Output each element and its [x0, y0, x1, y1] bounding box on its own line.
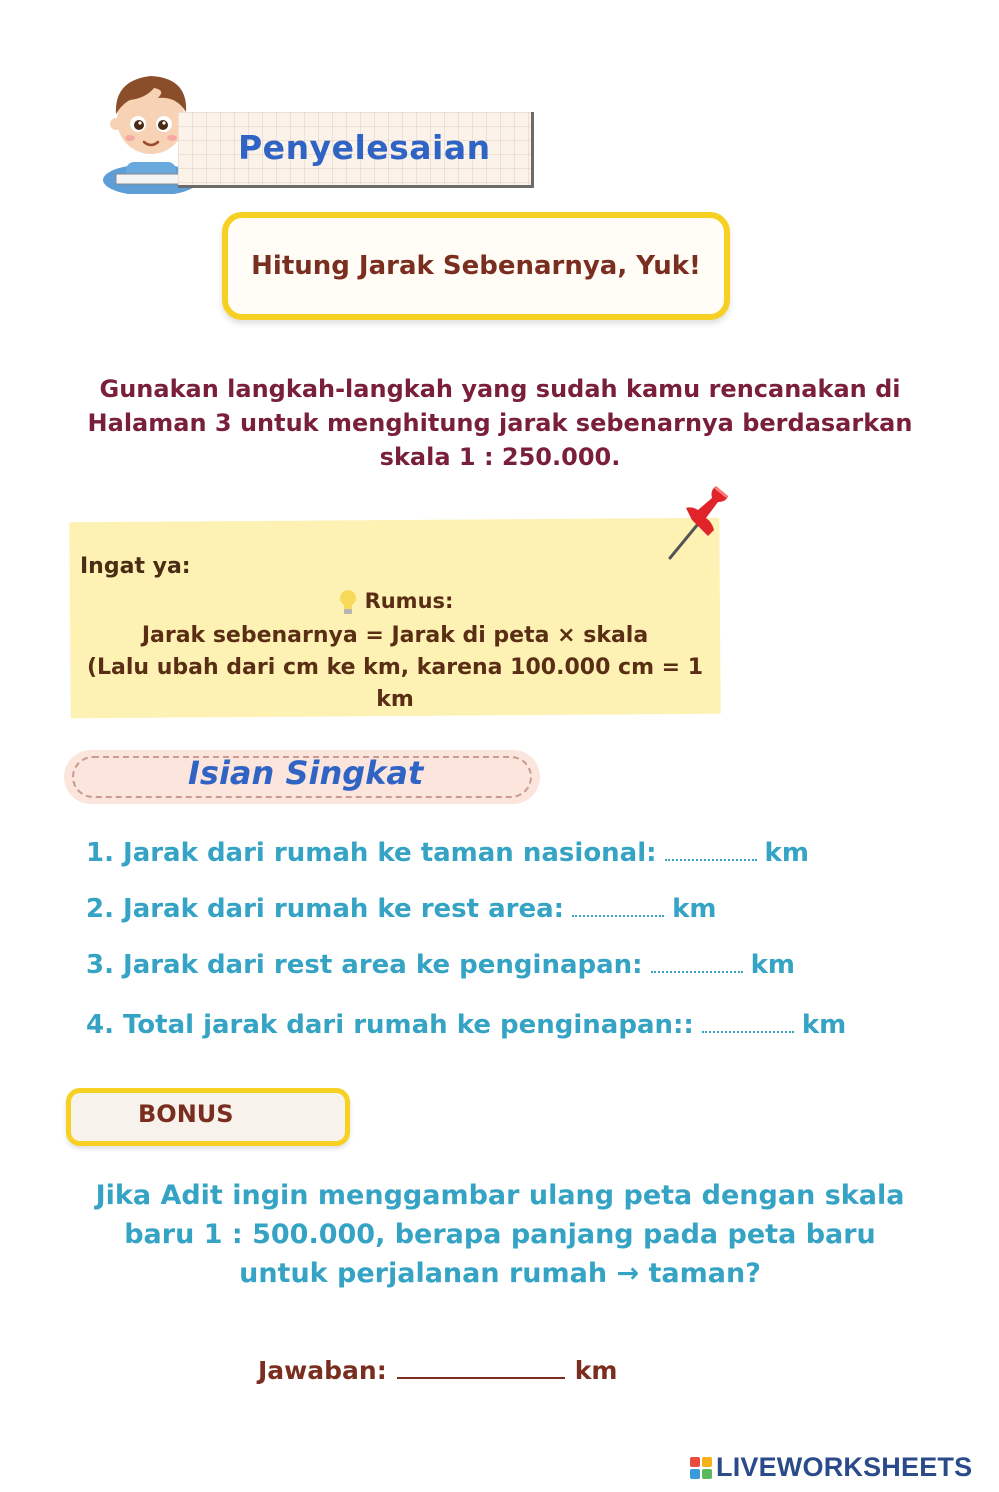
liveworksheets-watermark	[690, 1452, 972, 1483]
note-heading: Ingat ya:	[80, 554, 191, 579]
rumus-label: Rumus:	[364, 589, 454, 613]
question-2	[86, 894, 716, 924]
bonus-label: BONUS	[138, 1100, 234, 1128]
question-3-unit: km	[750, 950, 795, 980]
instruction-text	[60, 372, 940, 474]
question-3-text: 3. Jarak dari rest area ke penginapan:	[86, 950, 643, 980]
formula-line-1: Jarak sebenarnya = Jarak di peta × skala	[141, 623, 649, 648]
answer-blank-3[interactable]	[651, 967, 743, 973]
liveworksheets-logo-icon	[690, 1457, 712, 1479]
question-1	[86, 838, 809, 868]
question-3	[86, 950, 795, 980]
instruction-line-1: Gunakan langkah-langkah yang sudah kamu rencanakan di	[99, 375, 901, 403]
question-4-text: 4. Total jarak dari rumah ke penginapan::	[86, 1010, 694, 1040]
formula-line-2: (Lalu ubah dari cm ke km, karena 100.000 cm = 1 km	[86, 654, 704, 712]
answer-unit: km	[574, 1356, 618, 1385]
isian-title: Isian Singkat	[188, 754, 424, 792]
hitung-heading: Hitung Jarak Sebenarnya, Yuk!	[251, 251, 701, 281]
question-1-unit: km	[764, 838, 809, 868]
answer-label: Jawaban:	[258, 1356, 387, 1385]
answer-blank-1[interactable]	[665, 855, 757, 861]
answer-blank-4[interactable]	[702, 1027, 794, 1033]
bonus-answer	[258, 1356, 617, 1385]
hitung-box	[222, 212, 730, 320]
rumus-line	[70, 588, 720, 616]
bonus-question-line-3: untuk perjalanan rumah → taman?	[239, 1258, 761, 1290]
bonus-question-line-2: baru 1 : 500.000, berapa panjang pada peta baru	[124, 1219, 876, 1251]
formula-text	[70, 620, 720, 716]
lightbulb-icon	[337, 588, 359, 616]
question-4	[86, 1010, 846, 1040]
watermark-text: LIVEWORKSHEETS	[716, 1452, 973, 1482]
bonus-question	[60, 1176, 940, 1293]
page-title: Penyelesaian	[238, 128, 491, 167]
pushpin-icon	[662, 480, 736, 562]
answer-blank-2[interactable]	[572, 911, 664, 917]
question-2-unit: km	[672, 894, 717, 924]
question-1-text: 1. Jarak dari rumah ke taman nasional:	[86, 838, 657, 868]
instruction-line-3: skala 1 : 250.000.	[379, 443, 621, 472]
question-2-text: 2. Jarak dari rumah ke rest area:	[86, 894, 565, 924]
question-4-unit: km	[801, 1010, 847, 1040]
bonus-question-line-1: Jika Adit ingin menggambar ulang peta dengan skala	[95, 1180, 905, 1211]
bonus-answer-blank[interactable]	[397, 1377, 565, 1379]
instruction-line-2: Halaman 3 untuk menghitung jarak sebenarnya berdasarkan	[87, 409, 913, 438]
